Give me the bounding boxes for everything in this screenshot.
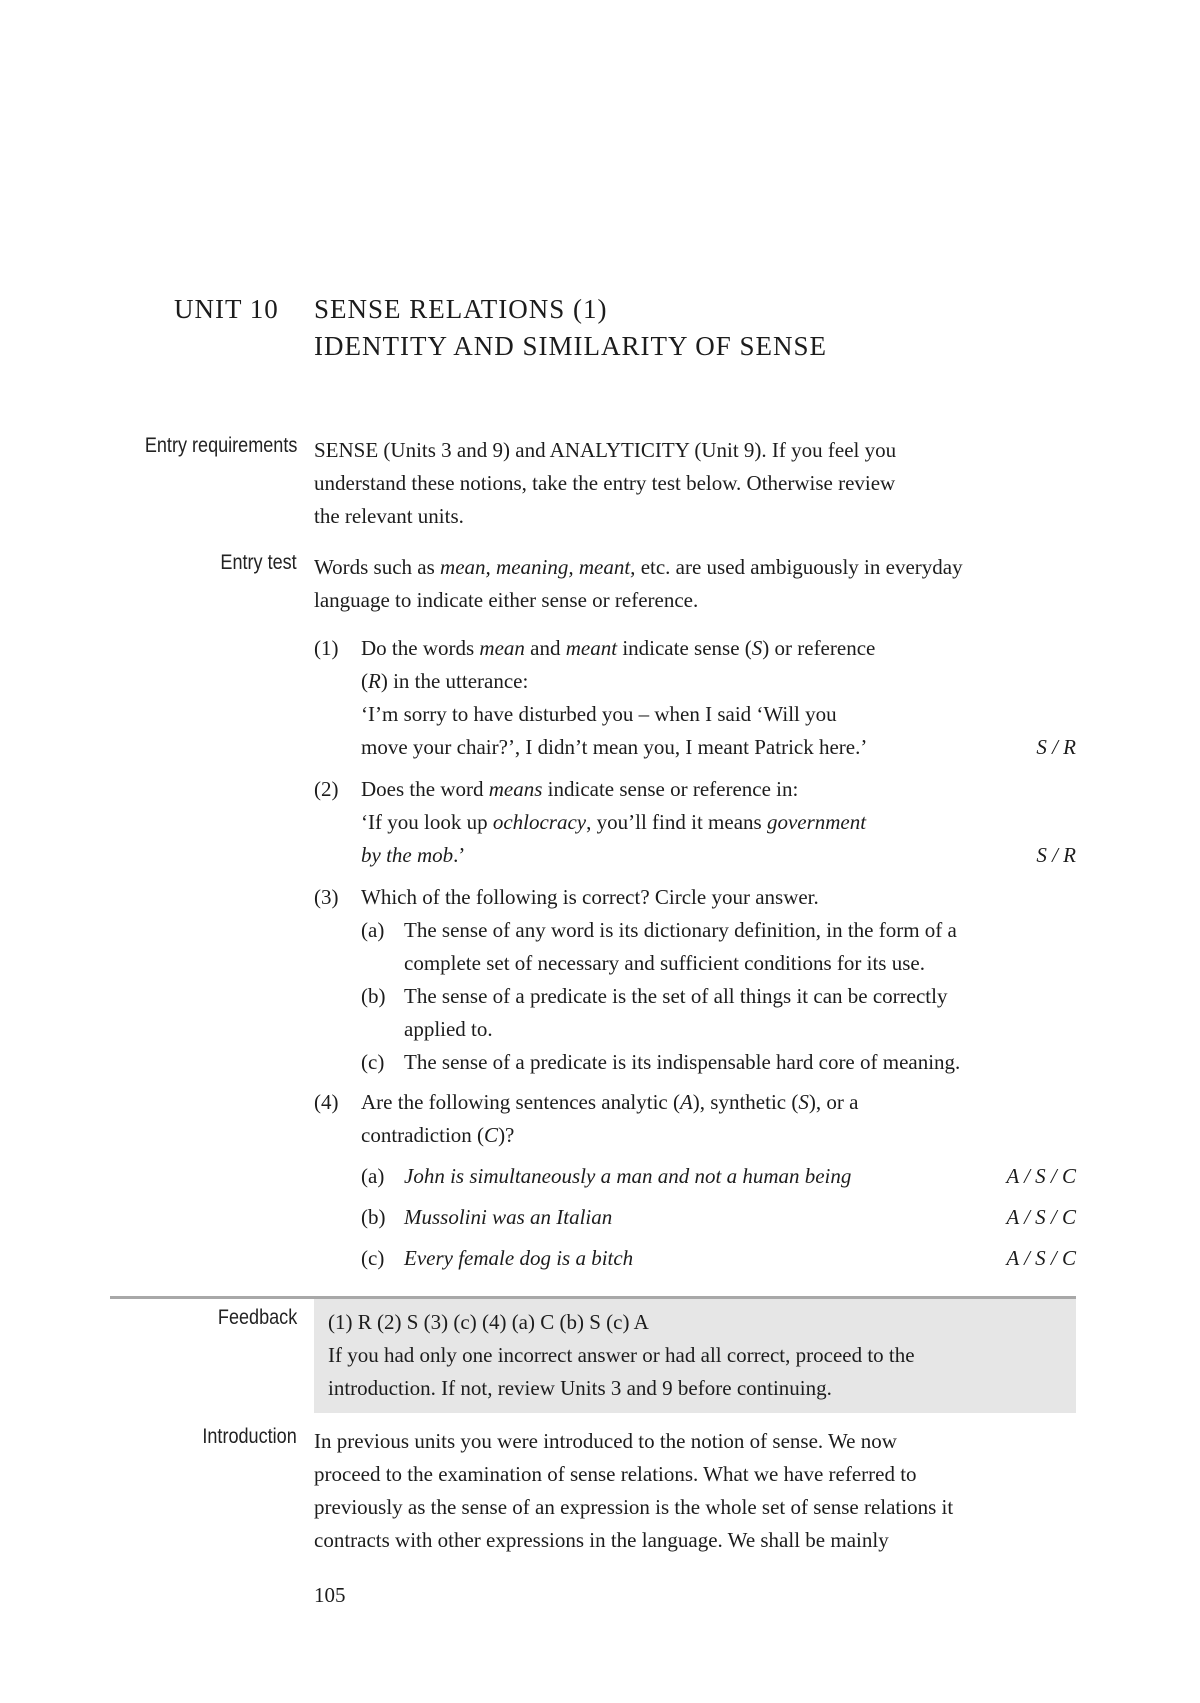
- q2-text-e: .’: [453, 843, 466, 867]
- option-c-text: The sense of a predicate is its indispensable hard core of meaning.: [404, 1050, 961, 1074]
- question-3-text: Which of the following is correct? Circle your answer.: [361, 885, 819, 909]
- question-2-text: [361, 773, 1076, 872]
- q1-r: R: [368, 669, 381, 693]
- feedback-answers: (1) R (2) S (3) (c) (4) (a) C (b) S (c) A: [328, 1310, 649, 1334]
- q1-text-d: ) or reference: [762, 636, 876, 660]
- q2-text-b: indicate sense or reference in:: [542, 777, 799, 801]
- question-4-number: (4): [314, 1090, 339, 1114]
- entry-test-label: Entry test: [220, 551, 297, 574]
- question-1-quote-line1: ‘I’m sorry to have disturbed you – when I said ‘Will you: [361, 702, 837, 726]
- unit-number: UNIT 10: [174, 294, 279, 324]
- q1-text-f: ) in the utterance:: [380, 669, 529, 693]
- question-1-number: (1): [314, 636, 339, 660]
- q4-text-e: )?: [498, 1123, 515, 1147]
- intro-text-end: etc. are used ambiguously in everyday: [635, 555, 963, 579]
- item-b-sentence: Mussolini was an Italian: [404, 1205, 613, 1229]
- question-3-option-a: [361, 914, 1076, 980]
- option-a-line2: complete set of necessary and sufficient conditions for its use.: [404, 951, 925, 975]
- item-c-label: (c): [361, 1246, 385, 1270]
- question-4-item-a: [361, 1160, 1076, 1193]
- q2-word-means: means: [488, 777, 543, 801]
- entry-requirements-line3: the relevant units.: [314, 504, 464, 528]
- q4-text-d: contradiction (: [361, 1123, 485, 1147]
- entry-test-intro-line2: language to indicate either sense or reference.: [314, 588, 699, 612]
- option-b-label: (b): [361, 984, 386, 1008]
- item-b-label: (b): [361, 1205, 386, 1229]
- question-2-number: (2): [314, 777, 339, 801]
- q4-text-a: Are the following sentences analytic (: [361, 1090, 680, 1114]
- question-4-item-c: [361, 1242, 1076, 1275]
- item-a-label: (a): [361, 1164, 385, 1188]
- question-1-answer: S / R: [1036, 735, 1076, 759]
- entry-test-intro-line1: [314, 551, 1074, 584]
- q1-word-meant: meant: [565, 636, 618, 660]
- question-3-number: (3): [314, 885, 339, 909]
- question-1-line2: [361, 665, 1076, 698]
- item-a-answer: A / S / C: [1006, 1164, 1076, 1188]
- question-3-option-b: [361, 980, 1076, 1046]
- q1-text-e: (: [361, 669, 368, 693]
- option-b-line1: The sense of a predicate is the set of all things it can be correctly: [404, 984, 948, 1008]
- unit-title-line1: SENSE RELATIONS (1): [314, 294, 608, 324]
- entry-test-intro: [314, 551, 1074, 617]
- question-2: [314, 773, 1076, 873]
- q1-text-a: Do the words: [361, 636, 480, 660]
- entry-requirements-line1: SENSE (Units 3 and 9) and ANALYTICITY (Unit 9). If you feel you: [314, 438, 897, 462]
- q2-text-c: ‘If you look up: [361, 810, 493, 834]
- intro-italic-words: mean, meaning, meant,: [440, 555, 636, 579]
- unit-title-line2: IDENTITY AND SIMILARITY OF SENSE: [314, 331, 827, 361]
- entry-requirements-text: [314, 434, 1074, 533]
- question-1-quote-line2: move your chair?’, I didn’t mean you, I meant Patrick here.’: [361, 735, 868, 759]
- q4-s: S: [798, 1090, 809, 1114]
- introduction-line3: previously as the sense of an expression is the whole set of sense relations it: [314, 1495, 954, 1519]
- item-b-answer: A / S / C: [1006, 1205, 1076, 1229]
- q2-word-ochlocracy: ochlocracy: [492, 810, 587, 834]
- introduction-line1: In previous units you were introduced to the notion of sense. We now: [314, 1429, 897, 1453]
- item-c-sentence: Every female dog is a bitch: [404, 1246, 634, 1270]
- question-4-line1: [361, 1086, 1076, 1119]
- q4-text-b: ), synthetic (: [692, 1090, 799, 1114]
- q1-s: S: [751, 636, 763, 660]
- q1-word-mean: mean: [479, 636, 525, 660]
- q4-c: C: [484, 1123, 499, 1147]
- question-1: [314, 632, 1076, 768]
- q2-word-government: government: [766, 810, 867, 834]
- introduction-text: [314, 1425, 1074, 1557]
- introduction-label: Introduction: [202, 1425, 297, 1448]
- feedback-label: Feedback: [217, 1306, 297, 1329]
- option-b-text: [404, 980, 1064, 1046]
- question-2-answer: S / R: [1036, 843, 1076, 867]
- q2-text-a: Does the word: [361, 777, 489, 801]
- option-a-text: [404, 914, 1064, 980]
- feedback-line3: introduction. If not, review Units 3 and 9 before continuing.: [328, 1376, 832, 1400]
- introduction-line2: proceed to the examination of sense relations. What we have referred to: [314, 1462, 917, 1486]
- question-4: [314, 1086, 1076, 1286]
- feedback-line2: If you had only one incorrect answer or had all correct, proceed to the: [328, 1343, 915, 1367]
- introduction-line4: contracts with other expressions in the language. We shall be mainly: [314, 1528, 889, 1552]
- page-number: 105: [314, 1583, 346, 1607]
- question-1-text: [361, 632, 1076, 764]
- q2-text-d: , you’ll find it means: [586, 810, 767, 834]
- question-2-line3: [361, 839, 1076, 872]
- feedback-text: [328, 1306, 1068, 1405]
- q4-text-c: ), or a: [808, 1090, 859, 1114]
- option-b-line2: applied to.: [404, 1017, 493, 1041]
- question-3-option-c: [361, 1046, 1076, 1079]
- entry-requirements-label: Entry requirements: [144, 434, 297, 457]
- q1-text-b: and: [524, 636, 566, 660]
- question-1-line1: [361, 632, 1076, 665]
- question-2-line1: [361, 773, 1076, 806]
- question-4-line2: [361, 1119, 1076, 1152]
- option-c-label: (c): [361, 1050, 385, 1074]
- q1-text-c: indicate sense (: [617, 636, 752, 660]
- item-c-answer: A / S / C: [1006, 1246, 1076, 1270]
- question-4-text: [361, 1086, 1076, 1152]
- intro-text: Words such as: [314, 555, 441, 579]
- q2-word-by-the-mob: by the mob: [361, 843, 454, 867]
- question-3: [314, 881, 1076, 1074]
- q4-a: A: [679, 1090, 693, 1114]
- item-a-sentence: John is simultaneously a man and not a human being: [404, 1164, 852, 1188]
- option-a-line1: The sense of any word is its dictionary definition, in the form of a: [404, 918, 957, 942]
- entry-requirements-line2: understand these notions, take the entry test below. Otherwise review: [314, 471, 896, 495]
- option-a-label: (a): [361, 918, 385, 942]
- question-2-line2: [361, 806, 1076, 839]
- question-4-item-b: [361, 1201, 1076, 1234]
